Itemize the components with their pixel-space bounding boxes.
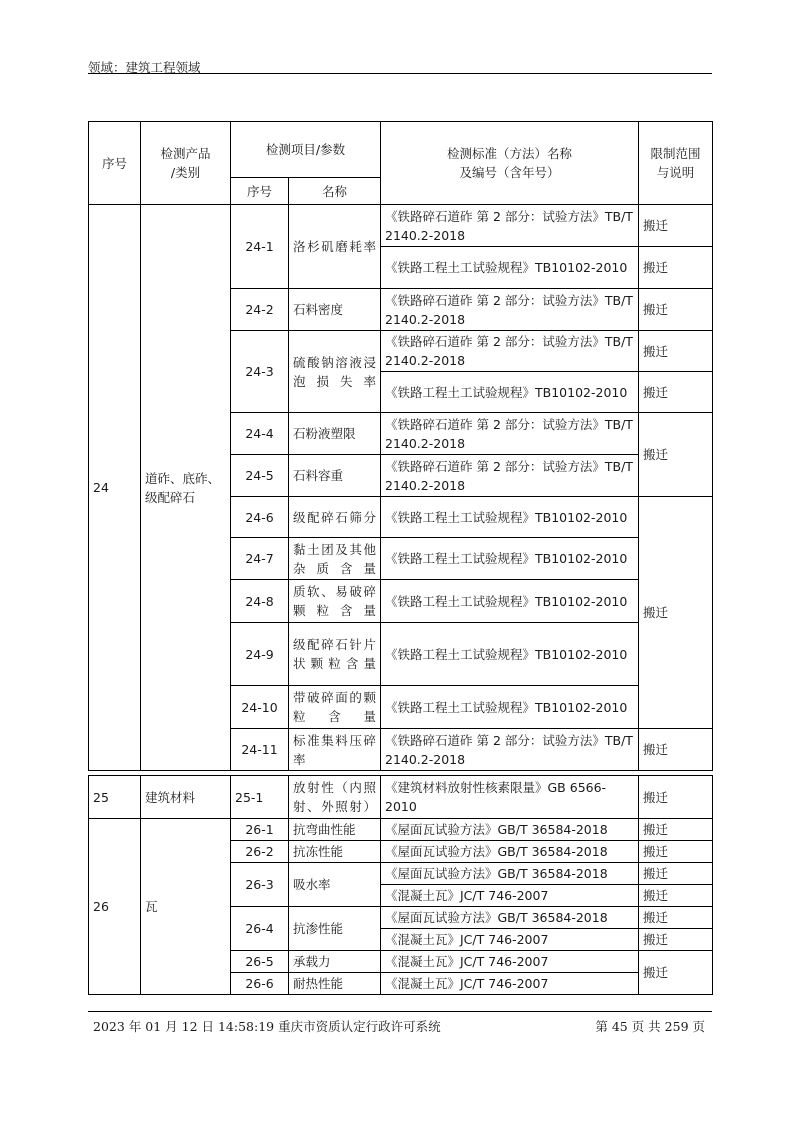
item-seq: 24-9 bbox=[231, 623, 289, 686]
footer-timestamp: 2023 年 01 月 12 日 14:58:19 重庆市资质认定行政许可系统 bbox=[93, 1019, 441, 1034]
limit-cell: 搬迁 bbox=[639, 951, 713, 995]
item-name: 级配碎石筛分 bbox=[289, 497, 381, 538]
item-name: 抗渗性能 bbox=[289, 907, 381, 951]
standard-cell: 《铁路工程土工试验规程》TB10102-2010 bbox=[381, 497, 639, 538]
item-seq: 24-6 bbox=[231, 497, 289, 538]
item-seq: 26-2 bbox=[231, 841, 289, 863]
limit-cell: 搬迁 bbox=[639, 497, 713, 729]
standard-cell: 《屋面瓦试验方法》GB/T 36584-2018 bbox=[381, 841, 639, 863]
item-name: 质软、易破碎颗粒含量 bbox=[289, 580, 381, 623]
standard-cell: 《铁路工程土工试验规程》TB10102-2010 bbox=[381, 247, 639, 289]
standard-cell: 《建筑材料放射性核素限量》GB 6566-2010 bbox=[381, 776, 639, 819]
item-seq: 26-5 bbox=[231, 951, 289, 973]
item-name: 石粉液塑限 bbox=[289, 413, 381, 455]
standard-cell: 《铁路碎石道砟 第 2 部分：试验方法》TB/T 2140.2-2018 bbox=[381, 455, 639, 497]
item-seq: 24-8 bbox=[231, 580, 289, 623]
item-name: 抗弯曲性能 bbox=[289, 819, 381, 841]
item-seq: 26-1 bbox=[231, 819, 289, 841]
header-standard: 检测标准（方法）名称 及编号（含年号） bbox=[381, 122, 639, 205]
item-name: 级配碎石针片状颗粒含量 bbox=[289, 623, 381, 686]
standard-cell: 《混凝土瓦》JC/T 746-2007 bbox=[381, 951, 639, 973]
item-seq: 24-3 bbox=[231, 331, 289, 413]
item-name: 硫酸钠溶液浸泡损失率 bbox=[289, 331, 381, 413]
group-seq: 24 bbox=[89, 205, 141, 771]
item-name: 标准集料压碎率 bbox=[289, 729, 381, 771]
standard-cell: 《屋面瓦试验方法》GB/T 36584-2018 bbox=[381, 819, 639, 841]
limit-cell: 搬迁 bbox=[639, 885, 713, 907]
group-product: 瓦 bbox=[141, 819, 231, 995]
item-name: 石料容重 bbox=[289, 455, 381, 497]
header-item-seq: 序号 bbox=[231, 178, 289, 205]
footer-divider bbox=[88, 1011, 712, 1012]
group-product: 建筑材料 bbox=[141, 776, 231, 819]
item-name: 带破碎面的颗粒含量 bbox=[289, 686, 381, 729]
standard-cell: 《铁路工程土工试验规程》TB10102-2010 bbox=[381, 623, 639, 686]
standard-cell: 《铁路工程土工试验规程》TB10102-2010 bbox=[381, 372, 639, 413]
group-product: 道砟、底砟、 级配碎石 bbox=[141, 205, 231, 771]
item-name: 耐热性能 bbox=[289, 973, 381, 995]
standard-cell: 《铁路碎石道砟 第 2 部分：试验方法》TB/T 2140.2-2018 bbox=[381, 331, 639, 372]
item-seq: 24-10 bbox=[231, 686, 289, 729]
header-divider bbox=[88, 73, 712, 74]
item-name: 抗冻性能 bbox=[289, 841, 381, 863]
item-seq: 26-3 bbox=[231, 863, 289, 907]
standard-cell: 《铁路工程土工试验规程》TB10102-2010 bbox=[381, 686, 639, 729]
limit-cell: 搬迁 bbox=[639, 776, 713, 819]
limit-cell: 搬迁 bbox=[639, 247, 713, 289]
standard-cell: 《混凝土瓦》JC/T 746-2007 bbox=[381, 885, 639, 907]
limit-cell: 搬迁 bbox=[639, 413, 713, 497]
limit-cell: 搬迁 bbox=[639, 819, 713, 841]
page-number: 第 45 页 共 259 页 bbox=[595, 1019, 705, 1034]
qualification-table bbox=[88, 121, 713, 771]
group-seq: 25 bbox=[89, 776, 141, 819]
limit-cell: 搬迁 bbox=[639, 929, 713, 951]
standard-cell: 《铁路碎石道砟 第 2 部分：试验方法》TB/T 2140.2-2018 bbox=[381, 205, 639, 247]
standard-cell: 《屋面瓦试验方法》GB/T 36584-2018 bbox=[381, 863, 639, 885]
item-name: 黏土团及其他杂质含量 bbox=[289, 538, 381, 580]
qualification-table-continued bbox=[88, 775, 713, 995]
standard-cell: 《屋面瓦试验方法》GB/T 36584-2018 bbox=[381, 907, 639, 929]
limit-cell: 搬迁 bbox=[639, 205, 713, 247]
item-name: 洛杉矶磨耗率 bbox=[289, 205, 381, 289]
limit-cell: 搬迁 bbox=[639, 907, 713, 929]
item-seq: 24-5 bbox=[231, 455, 289, 497]
item-seq: 24-4 bbox=[231, 413, 289, 455]
header-item: 检测项目/参数 bbox=[231, 122, 381, 178]
limit-cell: 搬迁 bbox=[639, 841, 713, 863]
limit-cell: 搬迁 bbox=[639, 331, 713, 372]
standard-cell: 《铁路碎石道砟 第 2 部分：试验方法》TB/T 2140.2-2018 bbox=[381, 413, 639, 455]
item-seq: 24-2 bbox=[231, 289, 289, 331]
limit-cell: 搬迁 bbox=[639, 372, 713, 413]
item-seq: 26-6 bbox=[231, 973, 289, 995]
limit-cell: 搬迁 bbox=[639, 289, 713, 331]
item-name: 石料密度 bbox=[289, 289, 381, 331]
limit-cell: 搬迁 bbox=[639, 863, 713, 885]
standard-cell: 《混凝土瓦》JC/T 746-2007 bbox=[381, 973, 639, 995]
standard-cell: 《铁路工程土工试验规程》TB10102-2010 bbox=[381, 538, 639, 580]
header-item-name: 名称 bbox=[289, 178, 381, 205]
header-seq: 序号 bbox=[89, 122, 141, 205]
item-seq: 25-1 bbox=[231, 776, 289, 819]
header-limit: 限制范围 与说明 bbox=[639, 122, 713, 205]
item-seq: 24-11 bbox=[231, 729, 289, 771]
item-seq: 24-7 bbox=[231, 538, 289, 580]
standard-cell: 《铁路工程土工试验规程》TB10102-2010 bbox=[381, 580, 639, 623]
page-header: 领域：建筑工程领域 bbox=[88, 60, 201, 75]
header-product: 检测产品 /类别 bbox=[141, 122, 231, 205]
item-name: 承载力 bbox=[289, 951, 381, 973]
item-seq: 24-1 bbox=[231, 205, 289, 289]
standard-cell: 《混凝土瓦》JC/T 746-2007 bbox=[381, 929, 639, 951]
item-name: 放射性（内照射、外照射） bbox=[289, 776, 381, 819]
limit-cell: 搬迁 bbox=[639, 729, 713, 771]
group-seq: 26 bbox=[89, 819, 141, 995]
standard-cell: 《铁路碎石道砟 第 2 部分：试验方法》TB/T 2140.2-2018 bbox=[381, 289, 639, 331]
standard-cell: 《铁路碎石道砟 第 2 部分：试验方法》TB/T 2140.2-2018 bbox=[381, 729, 639, 771]
item-name: 吸水率 bbox=[289, 863, 381, 907]
item-seq: 26-4 bbox=[231, 907, 289, 951]
